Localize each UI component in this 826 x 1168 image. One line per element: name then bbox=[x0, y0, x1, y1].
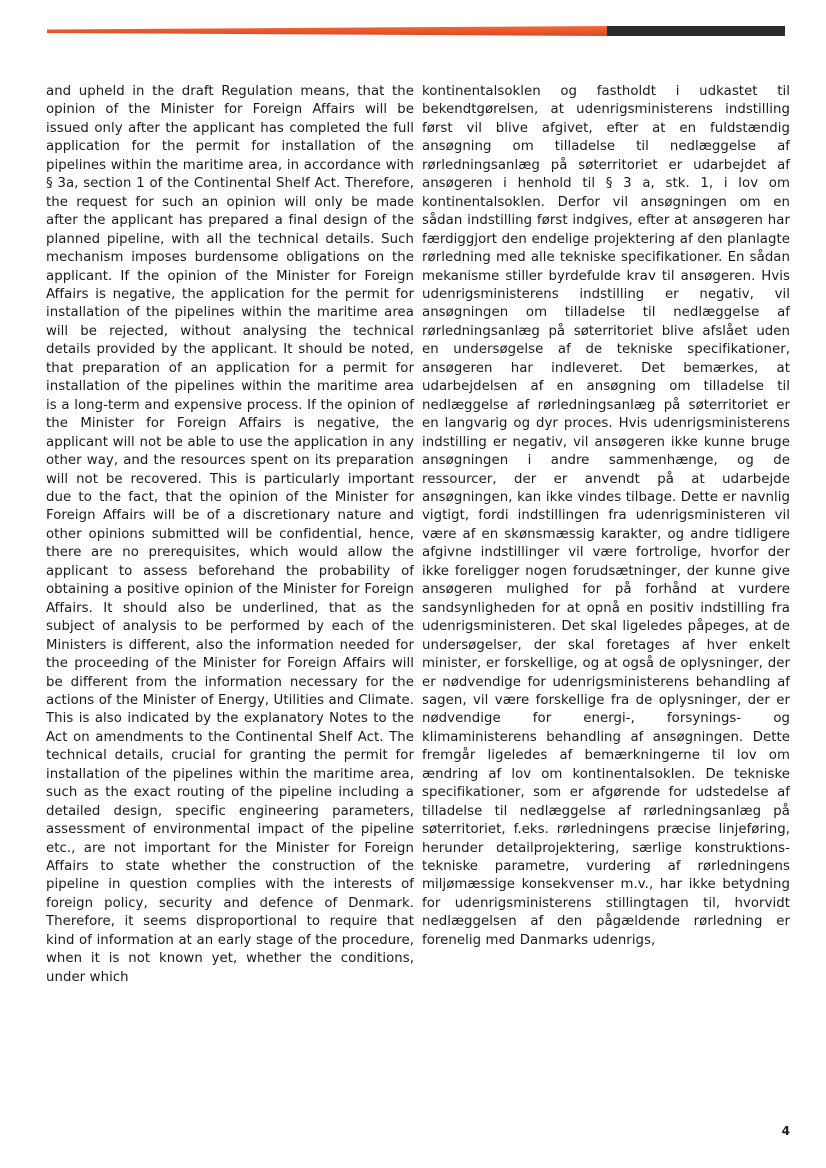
danish-paragraph: kontinentalsoklen og fastholdt i udkastet til bekendtgørelsen, at udenrigsministerens indstilling først vil blive afgivet, efter at en fuldstændig ansøgning om tilladelse til nedlæggelse af rørledningsanlæg på søterritoriet er udarbejdet af ansøgeren i henhold til § 3 a, stk. 1, i lov om kontinentalsoklen. Derfor vil ansøgningen om en sådan indstilling først indgives, efter at ansøgeren har færdiggjort den endelige projektering af den planlagte rørledning med alle tekniske specifikationer. En sådan mekanisme stiller byrdefulde krav til ansøgeren. Hvis udenrigsministerens indstilling er negativ, vil ansøgningen om tilladelse til nedlæggelse af rørledningsanlæg på søterritoriet blive afslået uden en undersøgelse af de tekniske specifikationer, ansøgeren har indleveret. Det bemærkes, at udarbejdelsen af en ansøgning om tilladelse til nedlæggelse af rørledningsanlæg på søterritoriet er en langvarig og dyr proces. Hvis udenrigsministerens indstilling er negativ, vil ansøgeren ikke kunne bruge ansøgningen i andre sammenhænge, og de ressourcer, der er anvendt på at udarbejde ansøgningen, kan ikke vindes tilbage. Dette er navnlig vigtigt, fordi indstillingen fra udenrigsministeren vil være af en skønsmæssig karakter, og andre tidligere afgivne indstillinger vil være fortrolige, hvorfor der ikke foreligger nogen forudsætninger, der kunne give ansøgeren mulighed for på forhånd at vurdere sandsynligheden for at opnå en positiv indstilling fra udenrigsministeren. Det skal ligeledes påpeges, at de undersøgelser, der skal foretages af hver enkelt minister, er forskellige, og at også de oplysninger, der er nødvendige for udenrigsministerens behandling af sagen, vil være forskellige fra de oplysninger, der er nødvendige for energi-, forsynings- og klimaministerens behandling af ansøgningen. Dette fremgår ligeledes af bemærkningerne til lov om ændring af lov om kontinentalsoklen. De tekniske specifikationer, som er afgørende for udstedelse af tilladelse til nedlæggelse af rørledningsanlæg på søterritoriet, f.eks. rørledningens præcise linjeføring, herunder detailprojektering, særlige konstruktions-tekniske parametre, vurdering af rørledningens miljømæssige konsekvenser m.v., har ikke betydning for udenrigsministerens stillingtagen til, hvorvidt nedlæggelsen af den pågældende rørledning er forenelig med Danmarks udenrigs, bbox=[422, 84, 790, 948]
header-accent-orange bbox=[47, 26, 607, 36]
english-paragraph: and upheld in the draft Regulation means, that the opinion of the Minister for Foreign Affairs will be issued only after the applicant has completed the full application for the permit for installation of the pipelines within the maritime area, in accordance with § 3a, section 1 of the Continental Shelf Act. Therefore, the request for such an opinion will only be made after the applicant has prepared a final design of the planned pipeline, with all the technical details. Such mechanism imposes burdensome obligations on the applicant. If the opinion of the Minister for Foreign Affairs is negative, the application for the permit for installation of the pipelines within the maritime area will be rejected, without analysing the technical details provided by the applicant. It should be noted, that preparation of an application for a permit for installation of the pipelines within the maritime area is a long-term and expensive process. If the opinion of the Minister for Foreign Affairs is negative, the applicant will not be able to use the application in any other way, and the resources spent on its preparation will not be recovered. This is particularly important due to the fact, that the opinion of the Minister for Foreign Affairs will be of a discretionary nature and other opinions submitted will be confidential, hence, there are no prerequisites, which would allow the applicant to assess beforehand the probability of obtaining a positive opinion of the Minister for Foreign Affairs. It should also be underlined, that as the subject of analysis to be performed by each of the Ministers is different, also the information needed for the proceeding of the Minister for Foreign Affairs will be different from the information necessary for the actions of the Minister of Energy, Utilities and Climate. This is also indicated by the explanatory Notes to the Act on amendments to the Continental Shelf Act. The technical details, crucial for granting the permit for installation of the pipelines within the maritime area, such as the exact routing of the pipeline including a detailed design, specific engineering parameters, assessment of environmental impact of the pipeline etc., are not important for the Minister for Foreign Affairs to state whether the construction of the pipeline in question complies with the interests of foreign policy, security and defence of Denmark. Therefore, it seems disproportional to require that kind of information at an early stage of the procedure, when it is not known yet, whether the conditions, under which bbox=[46, 84, 414, 985]
two-column-body bbox=[46, 83, 790, 987]
header-accent-dark bbox=[607, 26, 785, 36]
english-column bbox=[46, 83, 414, 987]
header-accent-bar bbox=[47, 26, 785, 36]
page-number: 4 bbox=[781, 1124, 790, 1138]
danish-column bbox=[422, 83, 790, 987]
